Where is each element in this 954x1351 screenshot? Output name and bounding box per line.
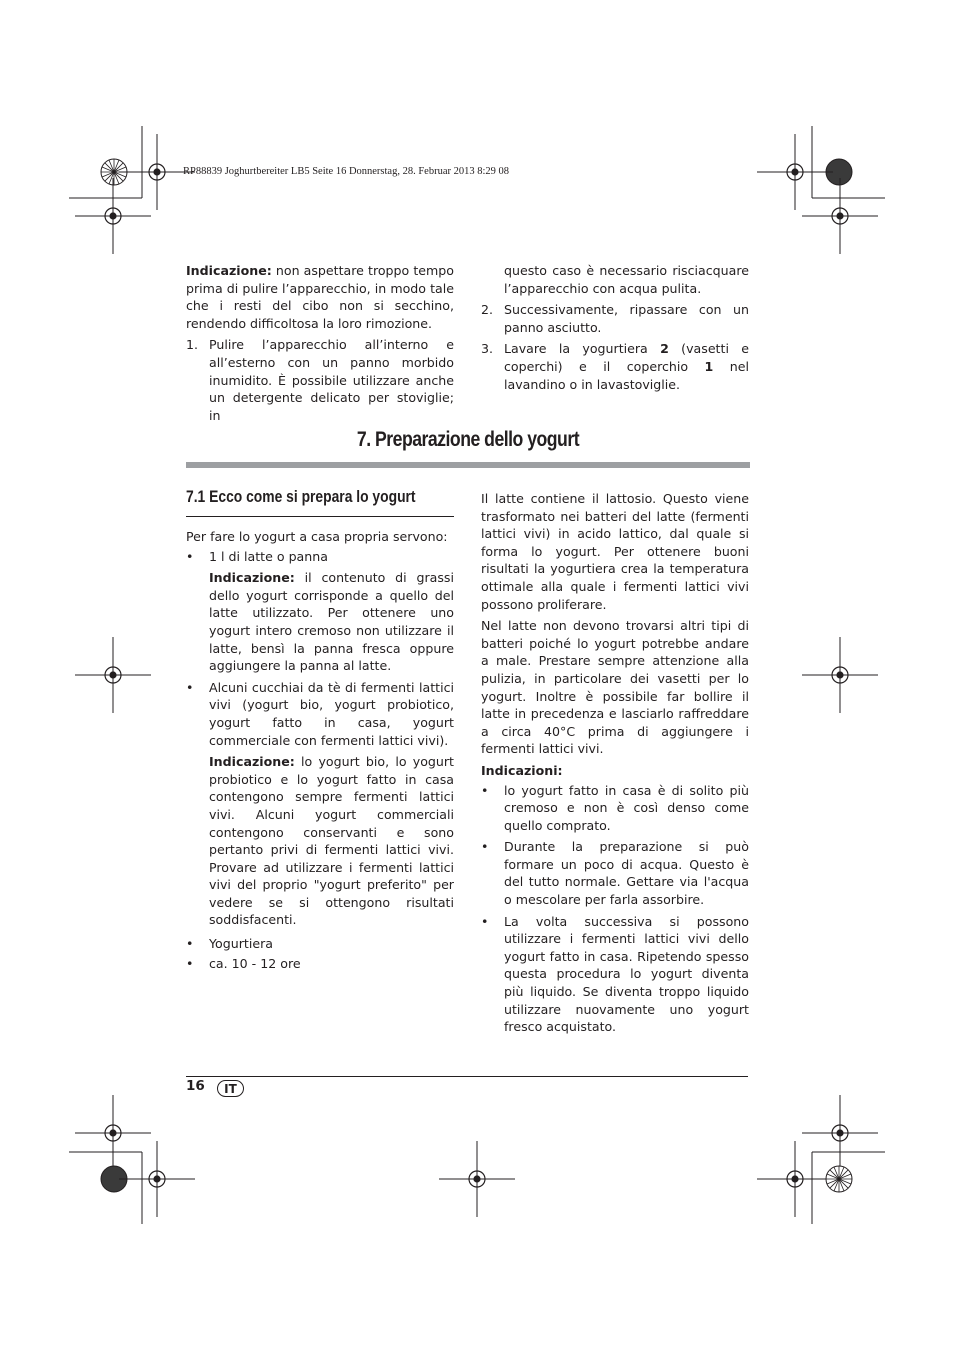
step-text-c: (vasetti e coperchi) e il coperchio bbox=[504, 341, 749, 374]
section-title-rule bbox=[186, 462, 750, 468]
subsection-title: 7.1 Ecco come si prepara lo yogurt bbox=[186, 488, 416, 506]
note-item bbox=[481, 782, 749, 835]
step-text-e: nel lavandino o in lavastoviglie. bbox=[504, 358, 749, 392]
note-item bbox=[481, 913, 749, 1036]
cleaning-step-3 bbox=[481, 340, 749, 393]
ingredient-item-cultures bbox=[186, 679, 454, 749]
bullet: • bbox=[481, 782, 489, 798]
page-number: 16 bbox=[186, 1078, 205, 1094]
language-badge: IT bbox=[217, 1080, 244, 1097]
cleaning-right-column bbox=[481, 262, 749, 393]
milk-note bbox=[186, 569, 454, 675]
bullet: • bbox=[186, 936, 194, 952]
footer-rule bbox=[186, 1076, 748, 1077]
item-text: lo yogurt fatto in casa è di solito più cremoso e non è così denso come quello comprato. bbox=[504, 782, 749, 833]
note-label: Indicazione: bbox=[209, 570, 295, 586]
cleaning-step-1 bbox=[186, 336, 454, 424]
item-text: ca. 10 - 12 ore bbox=[209, 955, 301, 971]
cultures-note bbox=[186, 753, 454, 929]
bullet: • bbox=[481, 839, 489, 855]
cleaning-left-column bbox=[186, 262, 454, 424]
cleaning-step-2 bbox=[481, 301, 749, 336]
note-text: lo yogurt bio, lo yogurt probiotico e lo yogurt fatto in casa contengono sempre fermenti lattici vivi. Alcuni yogurt commerciali contengono conservanti e sono pertanto privi di fermenti lattici vivi. Provare ad utilizzare i fermenti lattici vivi del proprio "yogurt preferito" per vedere se si ottengono risultati soddisfacenti. bbox=[209, 754, 454, 928]
item-text: Yogurtiera bbox=[209, 936, 273, 952]
step-number: 1. bbox=[186, 337, 199, 353]
explanation-column bbox=[481, 490, 749, 1036]
ingredient-item-yogurt-maker bbox=[186, 935, 454, 953]
bullet: • bbox=[186, 955, 194, 971]
step-text-a: Lavare la yogurtiera bbox=[504, 341, 661, 357]
cleaning-step-1-continued: questo caso è necessario risciacquare l’apparecchio con acqua pulita. bbox=[504, 263, 749, 296]
subsection-title-rule bbox=[186, 516, 454, 517]
cleaning-note-text: non aspettare troppo tempo prima di pulire l’apparecchio, in modo tale che i resti del cibo non si secchino, rendendo difficoltosa la loro rimozione. bbox=[186, 263, 454, 331]
ingredient-item-time bbox=[186, 955, 454, 973]
step-text: Successivamente, ripassare con un panno asciutto. bbox=[504, 302, 749, 335]
part-number-2: 2 bbox=[660, 341, 669, 357]
section-title: 7. Preparazione dello yogurt bbox=[356, 428, 580, 451]
notes-heading: Indicazioni: bbox=[481, 762, 563, 778]
item-text: Alcuni cucchiai da tè di fermenti lattici vivi (yogurt bio, yogurt probiotico, yogurt fatto in casa, yogurt commerciale con fermenti lattici vivi). bbox=[209, 679, 454, 748]
part-number-1: 1 bbox=[704, 358, 714, 374]
print-slug-line: RP88839 Joghurtbereiter LB5 Seite 16 Donnerstag, 28. Februar 2013 8:29 08 bbox=[183, 166, 510, 177]
lactose-paragraph: Il latte contiene il lattosio. Questo viene trasformato nei batteri del latte (fermenti lattici vivi) in acido lattico, dal quale si forma lo yogurt. Per ottenere buoni risultati la yogurtiera crea la temperatura ottimale alla quale i fermenti lattici vivi possono proliferare. bbox=[481, 491, 749, 612]
step-text: Pulire l’apparecchio all’interno e all’esterno con un panno morbido inumidito. È possibile utilizzare anche un detergente delicato per stoviglie; in bbox=[209, 337, 454, 423]
cleaning-note-label: Indicazione: bbox=[186, 263, 272, 278]
item-text: 1 l di latte o panna bbox=[209, 548, 328, 564]
item-text: Durante la preparazione si può formare un poco di acqua. Questo è del tutto normale. Gettare via l'acqua o mescolare per farla assorbire. bbox=[504, 839, 749, 908]
bullet: • bbox=[186, 679, 194, 695]
step-number: 2. bbox=[481, 302, 494, 318]
note-label: Indicazione: bbox=[209, 754, 295, 770]
note-text: il contenuto di grassi dello yogurt corrisponde a quello del latte utilizzato. Per ottenere uno yogurt intero cremoso non utilizzare il latte, bensì la panna fresca oppure aggiungere la panna al latte. bbox=[209, 570, 454, 674]
ingredient-item-milk bbox=[186, 548, 454, 566]
note-item bbox=[481, 838, 749, 908]
ingredients-intro: Per fare lo yogurt a casa propria servono: bbox=[186, 529, 448, 544]
item-text: La volta successiva si possono utilizzare i fermenti lattici vivi dello yogurt fatto in casa. Ripetendo spesso questa procedura lo yogurt diventa più liquido. Se diventa troppo liquido utilizzare nuovamente uno yogurt fresco acquistato. bbox=[504, 913, 749, 1035]
ingredients-column bbox=[186, 528, 454, 972]
bullet: • bbox=[481, 913, 489, 929]
hygiene-paragraph: Nel latte non devono trovarsi altri tipi di batteri poiché lo yogurt potrebbe andare a male. Prestare sempre attenzione alla pulizia, in particolare dei vasetti per lo yogurt. Inoltre è possibile far bollire il latte in precedenza e lasciarlo raffreddare a circa 40°C prima di aggiungere i fermenti lattici vivi. bbox=[481, 618, 749, 757]
step-number: 3. bbox=[481, 341, 494, 357]
cleaning-note bbox=[186, 262, 454, 332]
bullet: • bbox=[186, 548, 194, 564]
